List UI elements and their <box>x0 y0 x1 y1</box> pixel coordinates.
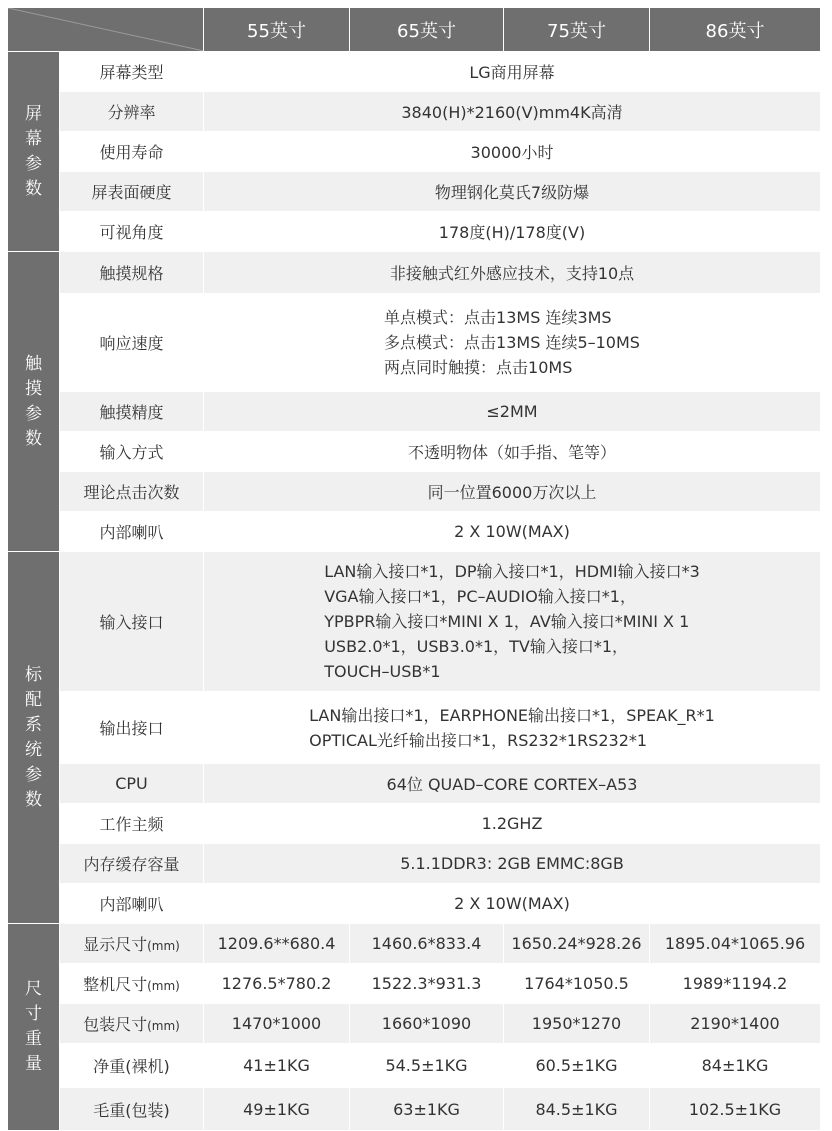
row-speaker-system <box>8 884 821 924</box>
spec-table <box>7 7 821 1131</box>
row-label: 毛重(包装) <box>60 1088 204 1131</box>
category-char: 寸 <box>25 1004 42 1024</box>
row-label: 屏幕类型 <box>60 52 204 92</box>
row-hardness <box>8 172 821 212</box>
row-value <box>204 692 821 764</box>
row-net-weight <box>8 1044 821 1088</box>
input-ports-lines <box>324 559 700 684</box>
row-input-method <box>8 432 821 472</box>
value-line: VGA输入接口*1，PC–AUDIO输入接口*1， <box>324 587 636 606</box>
category-touch <box>8 252 60 552</box>
row-resolution <box>8 92 821 132</box>
row-touch-spec <box>8 252 821 294</box>
category-char: 数 <box>25 178 42 199</box>
row-touch-precision <box>8 392 821 432</box>
category-char: 参 <box>25 403 42 424</box>
category-char: 标 <box>25 664 42 685</box>
row-response-speed <box>8 294 821 392</box>
row-label: 内存缓存容量 <box>60 844 204 884</box>
header-65-inch: 65英寸 <box>350 8 504 52</box>
header-55-inch: 55英寸 <box>204 8 350 52</box>
row-label <box>60 1004 204 1044</box>
label-text: 包装尺寸 <box>83 1015 148 1034</box>
value-75: 1764*1050.5 <box>504 964 650 1004</box>
row-package-size <box>8 1004 821 1044</box>
value-75: 1950*1270 <box>504 1004 650 1044</box>
row-frequency <box>8 804 821 844</box>
category-char: 量 <box>25 1054 42 1074</box>
row-value: 64位 QUAD–CORE CORTEX–A53 <box>204 764 821 804</box>
row-value: 3840(H)*2160(V)mm4K高清 <box>204 92 821 132</box>
row-label: 输入接口 <box>60 552 204 692</box>
row-viewing-angle <box>8 212 821 252</box>
row-output-ports <box>8 692 821 764</box>
category-char: 幕 <box>25 128 42 149</box>
value-86: 1895.04*1065.96 <box>650 924 821 964</box>
header-86-inch: 86英寸 <box>650 8 821 52</box>
value-line: 多点模式：点击13MS 连续5–10MS <box>384 333 640 352</box>
value-65: 1660*1090 <box>350 1004 504 1044</box>
row-cpu <box>8 764 821 804</box>
value-75: 1650.24*928.26 <box>504 924 650 964</box>
row-display-size <box>8 924 821 964</box>
label-unit: (mm) <box>147 979 180 993</box>
category-char: 数 <box>25 428 42 449</box>
response-speed-lines <box>384 305 640 380</box>
category-char: 配 <box>25 689 42 710</box>
value-55: 1276.5*780.2 <box>204 964 350 1004</box>
value-65: 1460.6*833.4 <box>350 924 504 964</box>
label-unit: (mm) <box>147 1019 180 1033</box>
header-corner <box>8 8 204 52</box>
row-label: 可视角度 <box>60 212 204 252</box>
row-value: ≤2MM <box>204 392 821 432</box>
value-line: OPTICAL光纤输出接口*1，RS232*1RS232*1 <box>309 730 648 750</box>
value-86: 1989*1194.2 <box>650 964 821 1004</box>
value-65: 54.5±1KG <box>350 1044 504 1088</box>
row-value: LG商用屏幕 <box>204 52 821 92</box>
output-ports-lines <box>309 703 715 753</box>
header-row <box>8 8 821 52</box>
row-label: 触摸精度 <box>60 392 204 432</box>
value-86: 84±1KG <box>650 1044 821 1088</box>
value-86: 2190*1400 <box>650 1004 821 1044</box>
row-label: 输入方式 <box>60 432 204 472</box>
value-65: 63±1KG <box>350 1088 504 1131</box>
value-55: 49±1KG <box>204 1088 350 1131</box>
category-char: 系 <box>25 714 42 735</box>
value-86: 102.5±1KG <box>650 1088 821 1131</box>
value-75: 84.5±1KG <box>504 1088 650 1131</box>
value-line: LAN输入接口*1，DP输入接口*1，HDMI输入接口*3 <box>324 562 700 581</box>
row-value: 同一位置6000万次以上 <box>204 472 821 512</box>
category-char: 触 <box>25 353 42 374</box>
row-label: 分辨率 <box>60 92 204 132</box>
row-label: 内部喇叭 <box>60 512 204 552</box>
row-speaker <box>8 512 821 552</box>
header-75-inch: 75英寸 <box>504 8 650 52</box>
row-label <box>60 964 204 1004</box>
row-label <box>60 924 204 964</box>
value-55: 1209.6**680.4 <box>204 924 350 964</box>
row-label: 屏表面硬度 <box>60 172 204 212</box>
category-screen <box>8 52 60 252</box>
row-label: 理论点击次数 <box>60 472 204 512</box>
row-label: 工作主频 <box>60 804 204 844</box>
row-machine-size <box>8 964 821 1004</box>
category-char: 参 <box>25 764 42 785</box>
row-lifespan <box>8 132 821 172</box>
row-value: 5.1.1DDR3: 2GB EMMC:8GB <box>204 844 821 884</box>
row-value: 30000小时 <box>204 132 821 172</box>
category-char: 数 <box>25 789 42 810</box>
row-label: CPU <box>60 764 204 804</box>
value-line: 两点同时触摸：点击10MS <box>384 358 573 377</box>
value-line: 单点模式：点击13MS 连续3MS <box>384 308 612 327</box>
label-text: 显示尺寸 <box>83 935 148 954</box>
label-text: 整机尺寸 <box>83 975 148 994</box>
row-memory <box>8 844 821 884</box>
row-value: 物理钢化莫氏7级防爆 <box>204 172 821 212</box>
row-value: 2 X 10W(MAX) <box>204 512 821 552</box>
category-char: 参 <box>25 153 42 174</box>
label-unit: (mm) <box>147 939 180 953</box>
category-char: 尺 <box>25 979 42 999</box>
row-click-count <box>8 472 821 512</box>
category-size-weight <box>8 924 60 1131</box>
row-value: 不透明物体（如手指、笔等） <box>204 432 821 472</box>
row-label: 响应速度 <box>60 294 204 392</box>
value-75: 60.5±1KG <box>504 1044 650 1088</box>
category-char: 摸 <box>25 378 42 399</box>
corner-diagonal-line <box>8 8 204 51</box>
row-value: 2 X 10W(MAX) <box>204 884 821 924</box>
category-char: 统 <box>25 739 42 760</box>
row-label: 输出接口 <box>60 692 204 764</box>
value-55: 41±1KG <box>204 1044 350 1088</box>
value-line: TOUCH–USB*1 <box>324 662 441 681</box>
row-label: 内部喇叭 <box>60 884 204 924</box>
row-label: 使用寿命 <box>60 132 204 172</box>
row-gross-weight <box>8 1088 821 1131</box>
row-screen-type <box>8 52 821 92</box>
value-line: USB2.0*1，USB3.0*1，TV输入接口*1， <box>324 637 629 656</box>
row-value: 178度(H)/178度(V) <box>204 212 821 252</box>
row-label: 净重(裸机) <box>60 1044 204 1088</box>
row-value: 非接触式红外感应技术，支持10点 <box>204 252 821 294</box>
row-value <box>204 552 821 692</box>
row-value <box>204 294 821 392</box>
category-char: 重 <box>25 1029 42 1049</box>
row-label: 触摸规格 <box>60 252 204 294</box>
category-system <box>8 552 60 924</box>
value-55: 1470*1000 <box>204 1004 350 1044</box>
value-65: 1522.3*931.3 <box>350 964 504 1004</box>
value-line: YPBPR输入接口*MINI X 1，AV输入接口*MINI X 1 <box>324 612 690 631</box>
row-input-ports <box>8 552 821 692</box>
value-line: LAN输出接口*1，EARPHONE输出接口*1，SPEAK_R*1 <box>309 705 715 725</box>
category-char: 屏 <box>25 103 42 124</box>
row-value: 1.2GHZ <box>204 804 821 844</box>
